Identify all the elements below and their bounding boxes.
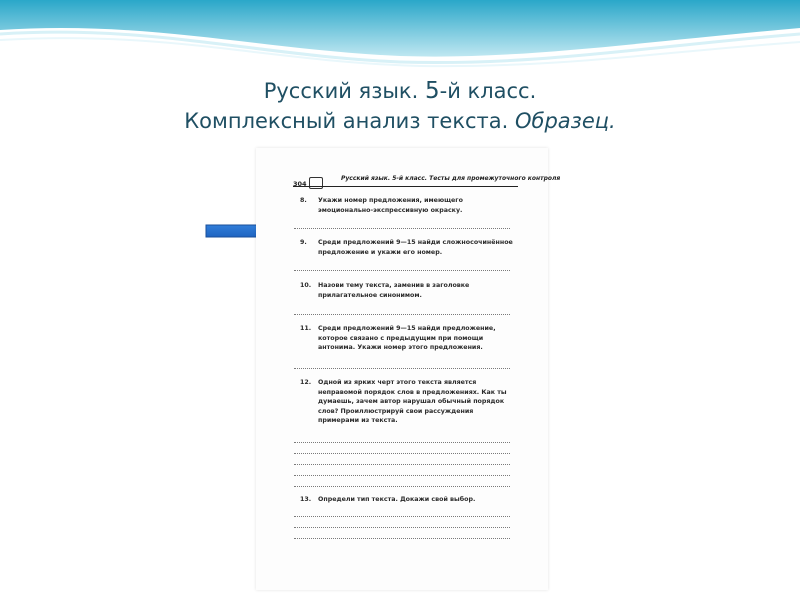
question-number: 12. [300,379,312,386]
answer-line [294,464,510,465]
question-text: Среди предложений 9—15 найди предложение, которое связано с предыдущим при помощи антонима. Укажи номер этого предложения. [318,325,496,351]
question-number: 9. [300,239,307,246]
title-line-2 [0,106,800,136]
title-line-1 [0,76,800,106]
question-text: Укажи номер предложения, имеющего эмоционально-экспрессивную окраску. [318,197,463,214]
answer-line [294,475,510,476]
slide-title [0,76,800,136]
scan-header [293,172,561,194]
answer-line [294,516,510,517]
question-text: Одной из ярких черт этого текста является неправомой порядок слов в предложениях. Как ты думаешь, зачем автор нарушал обычный порядок слов? Проиллюстрируй свои рассуждения примерами из текста. [318,379,507,424]
decorative-wave-header [0,0,800,70]
page-number: 304 [293,180,307,188]
title-sample-label: Образец. [515,109,616,133]
question-number: 8. [300,197,307,204]
answer-line [294,314,510,315]
title-grade-number: 5 [424,78,440,104]
answer-line [294,453,510,454]
title-subject: Русский язык. [263,79,425,103]
scanned-test-page [256,148,561,590]
answer-line [294,228,510,229]
book-icon [309,177,323,189]
question-text: Среди предложений 9—15 найди сложносочинённое предложение и укажи его номер. [318,239,513,256]
question-number: 13. [300,496,312,503]
answer-line [294,486,510,487]
header-rule [293,186,518,187]
title-grade-suffix: -й класс. [439,79,537,103]
question-text: Назови тему текста, заменив в заголовке прилагательное синонимом. [318,282,470,299]
answer-line [294,538,510,539]
answer-line [294,270,510,271]
running-head: Русский язык. 5-й класс. Тесты для промежуточного контроля [341,175,561,182]
answer-line [294,442,510,443]
question-text: Определи тип текста. Докажи свой выбор. [318,496,476,503]
answer-line [294,368,510,369]
question-number: 10. [300,282,312,289]
answer-line [294,527,510,528]
title-topic: Комплексный анализ текста. [184,109,515,133]
question-number: 11. [300,325,312,332]
